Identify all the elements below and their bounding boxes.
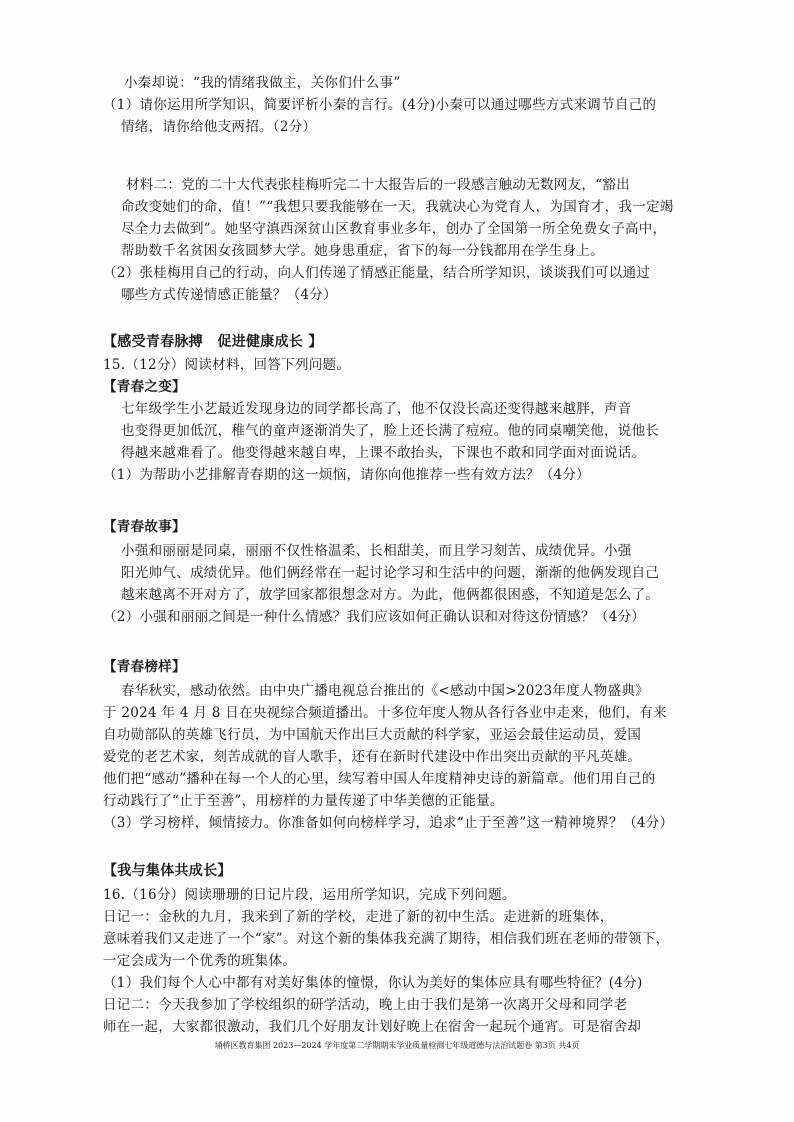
diary-paragraph: 日记一：金秋的九月，我来到了新的学校，走进了新的初中生活。走进新的班集体， xyxy=(103,909,614,925)
material-paragraph: 行动践行了“止于至善”，用榜样的力量传递了中华美德的正能量。 xyxy=(103,793,504,809)
question-text: （1）我们每个人心中都有对美好集体的憧憬，你认为美好的集体应具有哪些特征？(4分) xyxy=(103,975,643,991)
material-paragraph: 于 2024 年 4 月 8 日在央视综合频道播出。十多位年度人物从各行各业中走来，他们，有来 xyxy=(103,705,667,721)
material-paragraph: 春华秋实，感动依然。由中央广播电视总台推出的《<感动中国>2023年度人物盛典》 xyxy=(121,683,649,699)
question-number: 15.（12分）阅读材料，回答下列问题。 xyxy=(103,357,351,373)
subsection-title: 【青春榜样】 xyxy=(103,659,186,675)
question-text: 哪些方式传递情感正能量？（4分） xyxy=(121,287,337,303)
material-paragraph: 他们把“感动”播种在每一个人的心里，续写着中国人年度精神史诗的新篇章。他们用自己的 xyxy=(103,771,656,787)
material-paragraph: 得越来越难看了。他变得越来越自卑，上课不敢抬头，下课也不敢和同学面对面说话。 xyxy=(121,445,646,461)
diary-paragraph: 日记二：今天我参加了学校组织的研学活动，晚上由于我们是第一次离开父母和同学老 xyxy=(103,997,628,1013)
material-paragraph: 材料二：党的二十大代表张桂梅听完二十大报告后的一段感言触动无数网友，“豁出 xyxy=(126,177,631,193)
material-paragraph: 越来越离不开对方了，放学回家都很想念对方。为此，他俩都很困惑，不知道是怎么了。 xyxy=(121,587,660,603)
question-text: （2）张桂梅用自己的行动，向人们传递了情感正能量，结合所学知识，谈谈我们可以通过 xyxy=(103,265,651,281)
material-paragraph: 尽全力去做到”。她坚守滇西深贫山区教育事业多年，创办了全国第一所全免费女子高中， xyxy=(121,221,667,237)
question-number: 16.（16分）阅读珊珊的日记片段，运用所学知识，完成下列问题。 xyxy=(103,887,516,903)
material-paragraph: 阳光帅气、成绩优异。他们俩经常在一起讨论学习和生活中的问题，渐渐的他俩发现自己 xyxy=(121,565,660,581)
subsection-title: 【青春故事】 xyxy=(103,519,186,535)
question-text: （1）为帮助小艺排解青春期的这一烦恼，请你向他推荐一些有效方法？（4分） xyxy=(103,467,590,483)
question-text: （1）请你运用所学知识，简要评析小秦的言行。(4分)小秦可以通过哪些方式来调节自己的 xyxy=(103,97,657,113)
page-footer: 埇桥区教育集团 2023—2024 学年度第二学期期末学业质量检测七年级道德与法治试题卷 第3页 共4页 xyxy=(214,1041,580,1050)
material-paragraph: 小强和丽丽是同桌，丽丽不仅性格温柔、长相甜美，而且学习刻苦、成绩优异。小强 xyxy=(121,543,632,559)
section-title: 【感受青春脉搏 促进健康成长 】 xyxy=(103,334,323,350)
material-paragraph: 命改变她们的命，值！”“我想只要我能够在一天，我就决心为党育人，为国育才，我一定竭 xyxy=(121,199,674,215)
question-text: 情绪，请你给他支两招。（2分） xyxy=(121,119,317,135)
material-paragraph: 帮助数千名贫困女孩圆梦大学。她身患重症，省下的每一分钱都用在学生身上。 xyxy=(121,243,604,259)
material-paragraph: 也变得更加低沉，稚气的童声逐渐消失了，脸上还长满了痘痘。他的同桌嘲笑他，说他长 xyxy=(121,423,660,439)
question-text: （3）学习榜样，倾情接力。你准备如何向榜样学习，追求“止于至善”这一精神境界？（4分） xyxy=(103,815,674,831)
material-paragraph: 爱党的老艺术家，刻苦成就的盲人歌手，还有在新时代建设中作出突出贡献的平凡英雄。 xyxy=(103,749,642,765)
material-paragraph: 自功勋部队的英雄飞行员，为中国航天作出巨大贡献的科学家，亚运会最佳运动员，爱国 xyxy=(103,727,642,743)
diary-paragraph: 一定会成为一个优秀的班集体。 xyxy=(103,953,297,969)
subsection-title: 【青春之变】 xyxy=(103,379,186,395)
material-paragraph: 七年级学生小艺最近发现身边的同学都长高了，他不仅没长高还变得越来越胖，声音 xyxy=(121,401,632,417)
section-title: 【我与集体共成长】 xyxy=(103,863,232,879)
student-quote: 小秦却说：“我的情绪我做主，关你们什么事” xyxy=(124,75,401,91)
diary-paragraph: 意味着我们又走进了一个“家”。对这个新的集体我充满了期待，相信我们班在老师的带领下， xyxy=(103,931,670,947)
diary-paragraph: 师在一起，大家都很激动，我们几个好朋友计划好晚上在宿舍一起玩个通宵。可是宿舍却 xyxy=(103,1019,642,1035)
question-text: （2）小强和丽丽之间是一种什么情感？我们应该如何正确认识和对待这份情感？（4分） xyxy=(103,609,646,625)
